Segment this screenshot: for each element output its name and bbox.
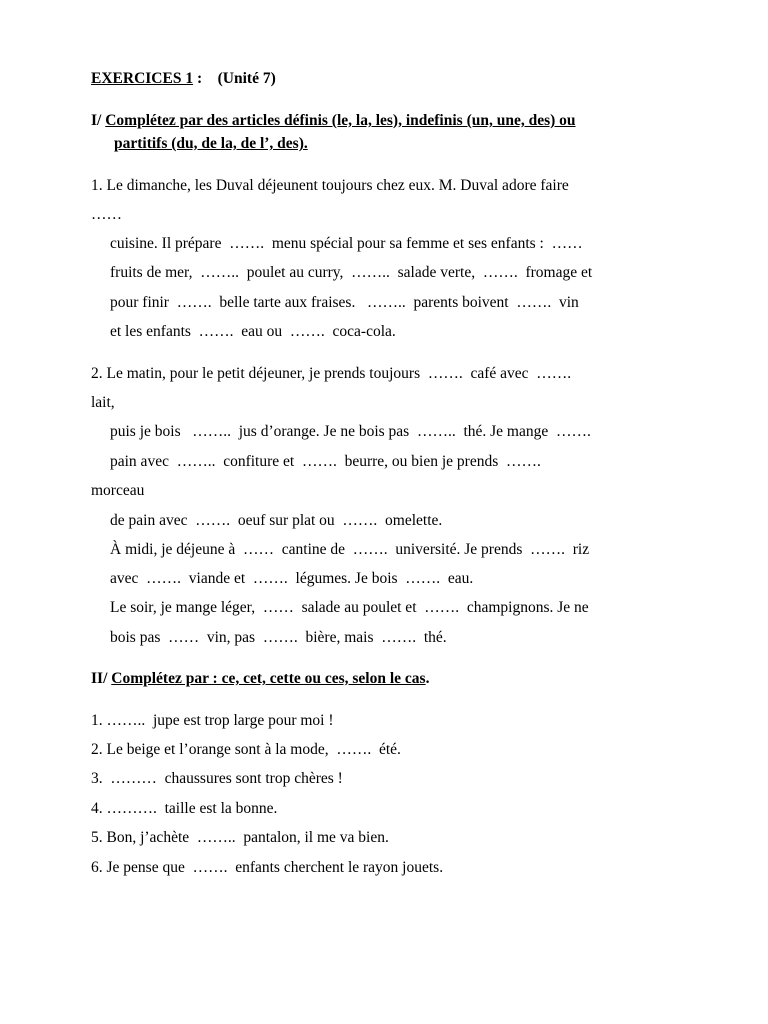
unit-label: (Unité 7) xyxy=(217,70,276,87)
exercise1-line: et les enfants ……. eau ou ……. coca-cola. xyxy=(110,323,396,340)
section1-instruction-line1: Complétez par des articles définis (le, la, les), indefinis (un, une, des) ou xyxy=(105,112,576,129)
section2-item: 1. …….. jupe est trop large pour moi ! xyxy=(91,712,334,729)
exercise2-line: avec ……. viande et ……. légumes. Je bois ……. eau. xyxy=(110,570,474,587)
section1-instruction-line2: partitifs (du, de la, de l’, des). xyxy=(114,135,308,152)
exercise2-line: lait, xyxy=(91,394,115,411)
section2-item: 3. ……… chaussures sont trop chères ! xyxy=(91,770,343,787)
exercise2-line: pain avec …….. confiture et ……. beurre, ou bien je prends ……. xyxy=(110,453,541,470)
exercise2-line: 2. Le matin, pour le petit déjeuner, je prends toujours ……. café avec ……. xyxy=(91,365,572,382)
exercise2-line: À midi, je déjeune à …… cantine de ……. université. Je prends ……. riz xyxy=(110,541,590,558)
section2-heading xyxy=(91,669,429,689)
exercise2-line: de pain avec ……. oeuf sur plat ou ……. omelette. xyxy=(110,512,443,529)
exercise2-line: puis je bois …….. jus d’orange. Je ne bois pas …….. thé. Je mange ……. xyxy=(110,423,591,440)
exercise1-line: fruits de mer, …….. poulet au curry, …….. salade verte, ……. fromage et xyxy=(110,264,593,281)
section2-item: 4. ………. taille est la bonne. xyxy=(91,800,278,817)
section2-item: 5. Bon, j’achète …….. pantalon, il me va bien. xyxy=(91,829,389,846)
exercise1-line: 1. Le dimanche, les Duval déjeunent toujours chez eux. M. Duval adore faire xyxy=(91,177,569,194)
exercise1-line: pour finir ……. belle tarte aux fraises. …….. parents boivent ……. vin xyxy=(110,294,579,311)
exercise1-line: …… xyxy=(91,206,122,223)
title-colon: : xyxy=(193,70,218,87)
section2-period: . xyxy=(425,670,430,687)
exercise2-line: Le soir, je mange léger, …… salade au poulet et ……. champignons. Je ne xyxy=(110,599,589,616)
exercise2-line: bois pas …… vin, pas ……. bière, mais ……. thé. xyxy=(110,629,447,646)
exercise-title: EXERCICES 1 xyxy=(91,70,194,87)
exercise-header xyxy=(91,69,276,89)
exercise2-line: morceau xyxy=(91,482,145,499)
exercise1-line: cuisine. Il prépare ……. menu spécial pour sa femme et ses enfants : …… xyxy=(110,235,583,252)
section1-prefix: I/ xyxy=(91,112,106,129)
section1-heading xyxy=(91,111,576,131)
section2-instruction: Complétez par : ce, cet, cette ou ces, selon le cas xyxy=(111,670,426,687)
section2-item: 6. Je pense que ……. enfants cherchent le rayon jouets. xyxy=(91,859,444,876)
section2-item: 2. Le beige et l’orange sont à la mode, ……. été. xyxy=(91,741,401,758)
section2-prefix: II/ xyxy=(91,670,112,687)
